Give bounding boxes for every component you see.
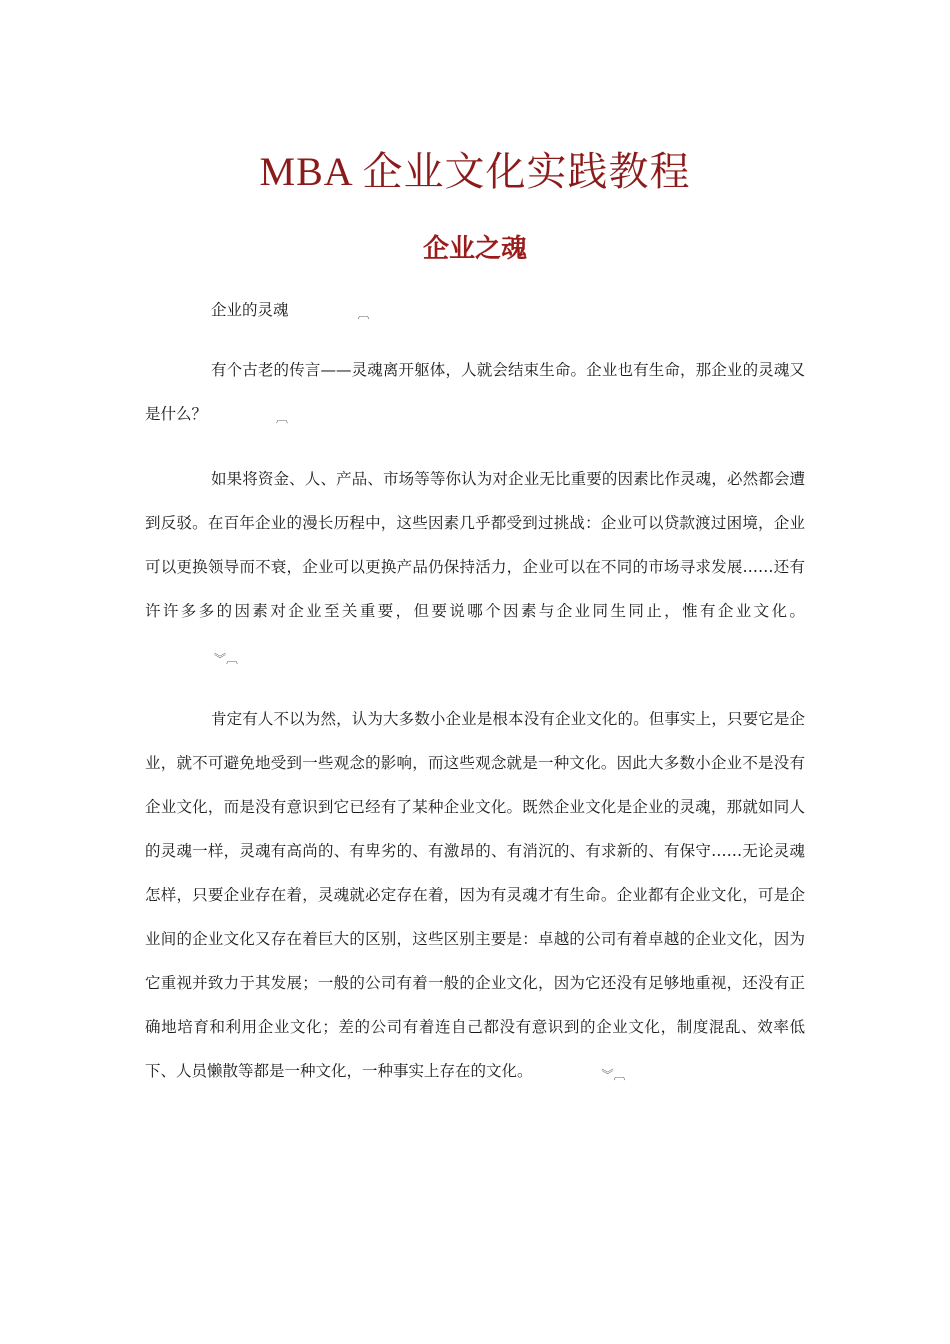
document-title: MBA 企业文化实践教程	[259, 149, 691, 194]
quote-mark-icon: ︾︹	[601, 1068, 626, 1082]
paragraph-2	[145, 348, 805, 437]
paragraph-text: 企业的灵魂	[211, 301, 289, 319]
document-subtitle: 企业之魂	[422, 234, 527, 264]
return-mark-icon: ︹	[357, 307, 370, 321]
paragraph-4	[145, 697, 805, 1094]
quote-mark-icon: ︾︹	[214, 652, 239, 666]
paragraph-3	[145, 457, 805, 678]
paragraph-text: 肯定有人不以为然，认为大多数小企业是根本没有企业文化的。但事实上，只要它是企业，就不可避免地受到一些观念的影响，而这些观念就是一种文化。因此大多数小企业不是没有企业文化，而是没有意识到它已经有了某种企业文化。既然企业文化是企业的灵魂，那就如同人的灵魂一样，灵魂有高尚的、有卑劣的、有激昂的、有消沉的、有求新的、有保守……无论灵魂怎样，只要企业存在着，灵魂就必定存在着，因为有灵魂才有生命。企业都有企业文化，可是企业间的企业文化又存在着巨大的区别，这些区别主要是：卓越的公司有着卓越的企业文化，因为它重视并致力于其发展；一般的公司有着一般的企业文化，因为它还没有足够地重视，还没有正确地培育和利用企业文化；差的公司有着连自己都没有意识到的企业文化，制度混乱、效率低下、人员懒散等都是一种文化，一种事实上存在的文化。	[145, 710, 805, 1080]
paragraph-1	[145, 288, 805, 333]
paragraph-text: 有个古老的传言——灵魂离开躯体，人就会结束生命。企业也有生命，那企业的灵魂又是什么？	[145, 361, 805, 423]
paragraph-text: 如果将资金、人、产品、市场等等你认为对企业无比重要的因素比作灵魂，必然都会遭到反驳。在百年企业的漫长历程中，这些因素几乎都受到过挑战：企业可以贷款渡过困境，企业可以更换领导而不衰，企业可以更换产品仍保持活力，企业可以在不同的市场寻求发展……还有许许多多的因素对企业至关重要，但要说哪个因素与企业同生同止，惟有企业文化。	[145, 470, 805, 620]
return-mark-icon: ︹	[276, 411, 289, 425]
